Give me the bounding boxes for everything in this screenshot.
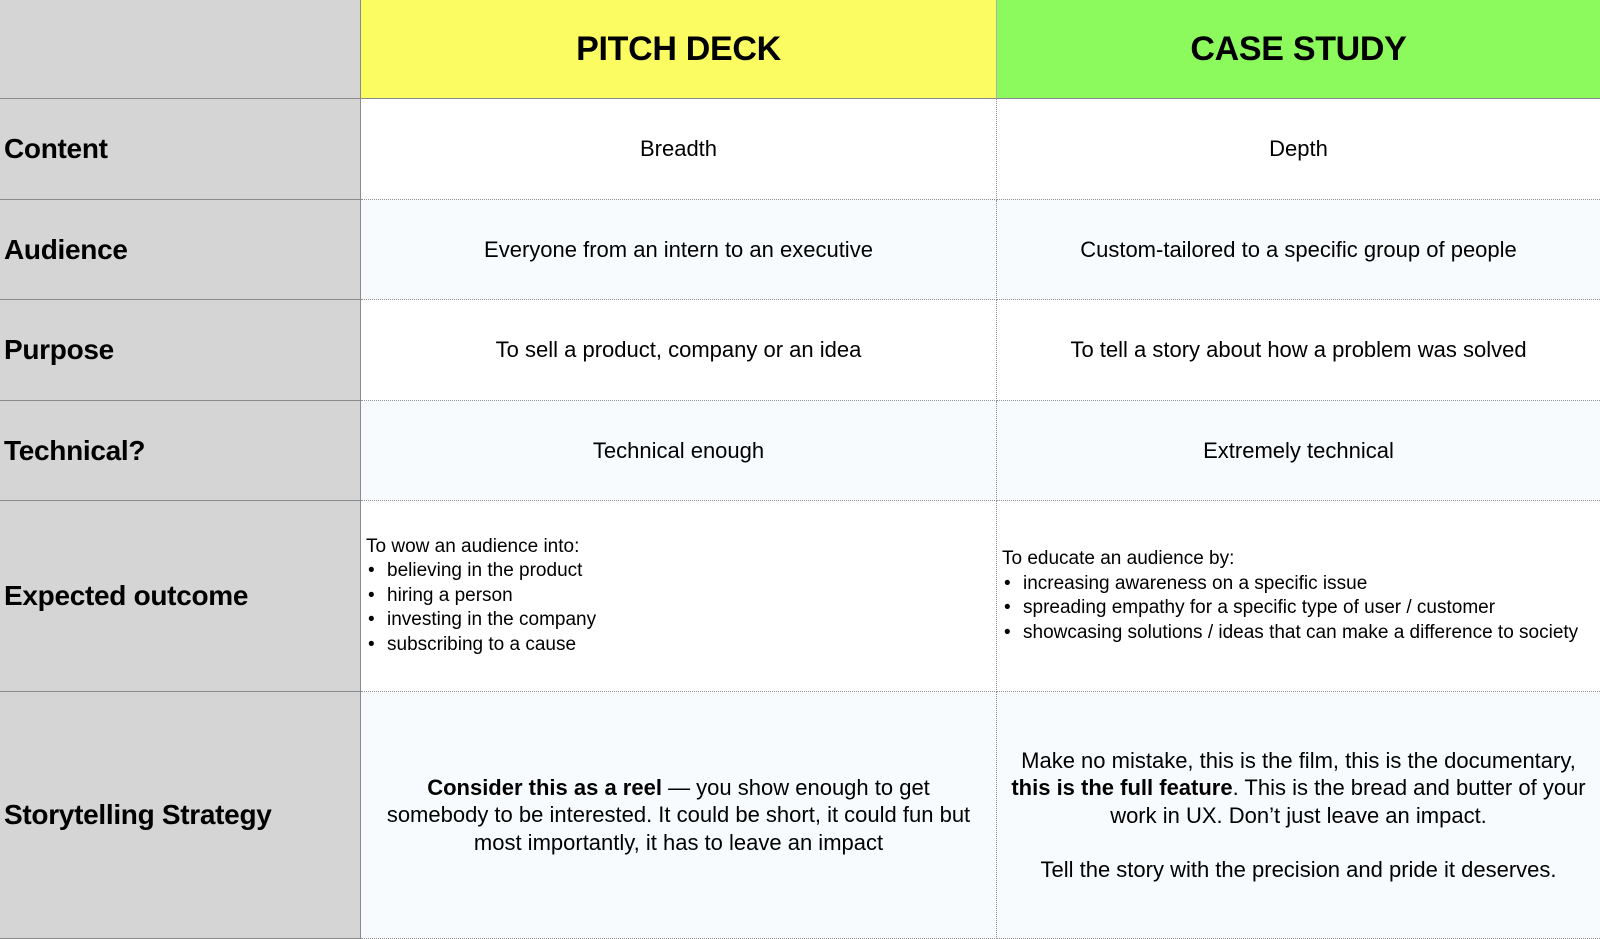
list-item: • believing in the product (366, 559, 596, 584)
content-case-cell: Depth (997, 99, 1600, 200)
outcome-case-list (1002, 572, 1578, 646)
audience-case-cell: Custom-tailored to a specific group of people (997, 200, 1600, 300)
row-label-technical: Technical? (0, 401, 361, 501)
outcome-pitch-intro: To wow an audience into: (366, 535, 580, 557)
case-study-header: CASE STUDY (997, 0, 1600, 99)
storytelling-pitch-cell (361, 692, 997, 939)
purpose-case-cell: To tell a story about how a problem was solved (997, 300, 1600, 401)
storytelling-case-part2: . This is the bread and butter of your work in UX. Don’t just leave an impact. (1110, 775, 1586, 828)
storytelling-case-closing: Tell the story with the precision and pride it deserves. (1040, 857, 1557, 882)
list-item: • increasing awareness on a specific issue (1002, 572, 1578, 597)
row-label-storytelling-strategy: Storytelling Strategy (0, 692, 361, 939)
storytelling-case-bold: this is the full feature (1011, 775, 1233, 800)
audience-pitch-cell: Everyone from an intern to an executive (361, 200, 997, 300)
purpose-pitch-cell: To sell a product, company or an idea (361, 300, 997, 401)
row-label-audience: Audience (0, 200, 361, 300)
outcome-pitch-cell (361, 501, 997, 692)
storytelling-pitch-rest: — you show enough to get somebody to be interested. It could be short, it could fun but most importantly, it has to leave an impact (386, 774, 971, 855)
storytelling-case-part1: Make no mistake, this is the film, this is the documentary, (1021, 747, 1576, 773)
technical-pitch-cell: Technical enough (361, 401, 997, 501)
list-item: • subscribing to a cause (366, 633, 596, 658)
table-corner (0, 0, 361, 99)
row-label-expected-outcome: Expected outcome (0, 501, 361, 692)
outcome-case-intro: To educate an audience by: (1002, 548, 1235, 569)
list-item: • spreading empathy for a specific type of user / customer (1002, 596, 1578, 621)
storytelling-case-cell (997, 692, 1600, 939)
outcome-pitch-list (366, 559, 596, 657)
storytelling-pitch-text (361, 774, 996, 857)
list-item: • investing in the company (366, 608, 596, 633)
storytelling-pitch-bold: Consider this as a reel (427, 774, 662, 800)
row-label-content: Content (0, 99, 361, 200)
row-label-purpose: Purpose (0, 300, 361, 401)
outcome-case-cell (997, 501, 1600, 692)
technical-case-cell: Extremely technical (997, 401, 1600, 501)
storytelling-case-text (997, 747, 1600, 884)
list-item: • hiring a person (366, 584, 596, 609)
list-item: • showcasing solutions / ideas that can make a difference to society (1002, 621, 1578, 646)
content-pitch-cell: Breadth (361, 99, 997, 200)
pitch-deck-header: PITCH DECK (361, 0, 997, 99)
